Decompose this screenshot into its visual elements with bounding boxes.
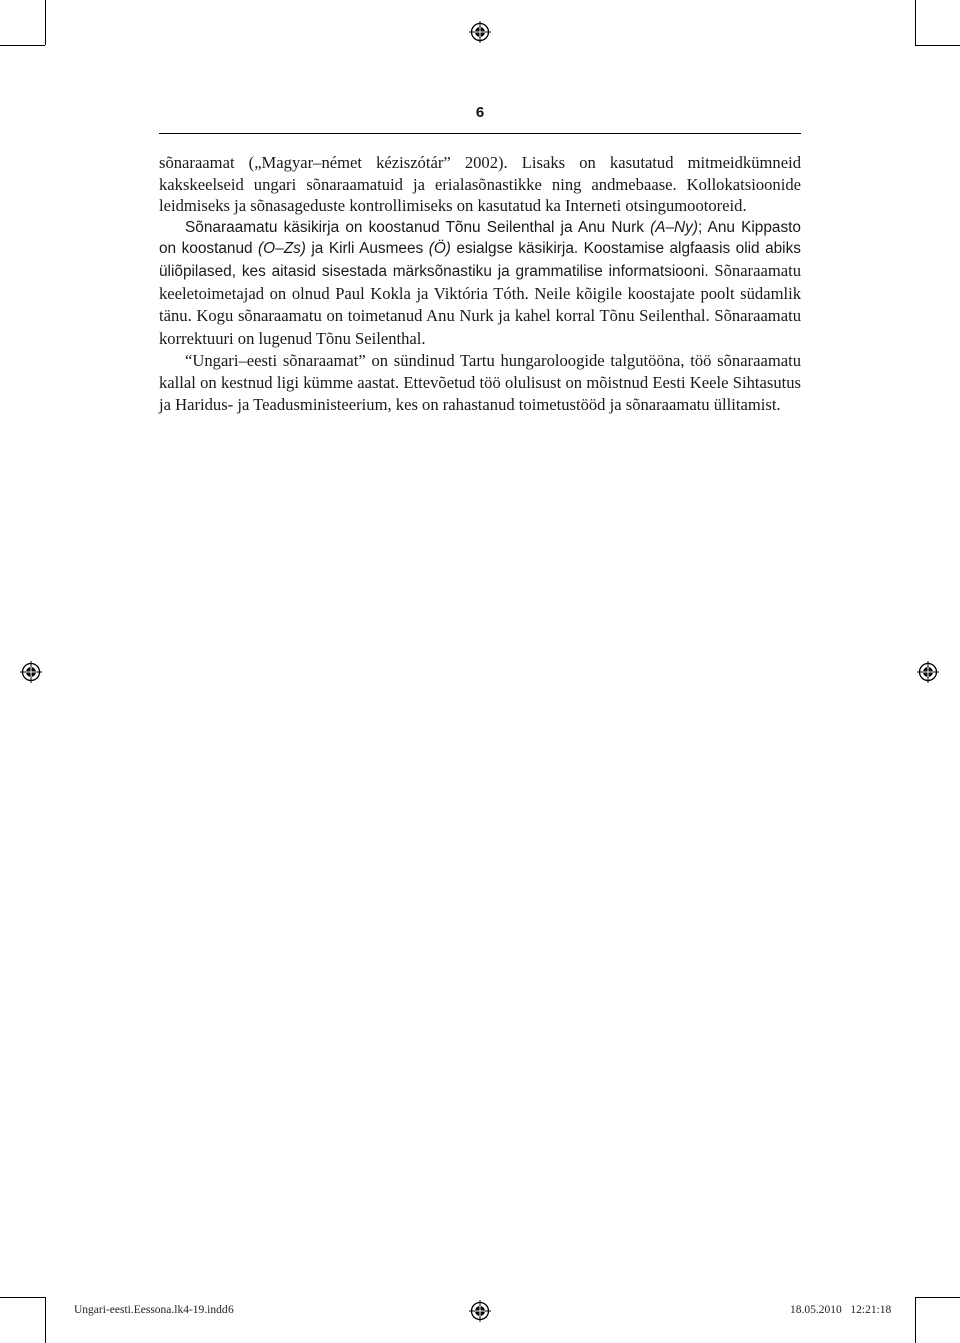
- registration-mark-icon: [469, 1300, 491, 1322]
- registration-mark-icon: [469, 21, 491, 43]
- footer-timestamp: 18.05.2010 12:21:18: [790, 1304, 892, 1316]
- text-run: sõnaraamat (: [159, 153, 255, 172]
- text-run: ja Kirli Ausmees: [305, 240, 429, 258]
- crop-mark: [915, 0, 916, 45]
- crop-mark: [915, 1297, 960, 1298]
- text-run: Sõnaraamatu käsikirja on koostanud Tõnu Seilenthal ja Anu Nurk: [185, 218, 651, 236]
- crop-mark: [45, 0, 46, 45]
- text-run: 2002). Lisaks on kasutatud mitmeidkümneid kakskeelseid ungari sõnaraamatuid ja erialasõnastikke ning andmebaase. Kollokatsioonide leidmiseks ja sõnasageduste kontrollimiseks on kasutatud ka Interneti otsingumootoreid.: [159, 153, 801, 216]
- letter-range: (O–Zs): [258, 240, 306, 258]
- letter-range: (A–Ny): [650, 218, 698, 236]
- registration-mark-icon: [20, 661, 42, 683]
- paragraph-2: [159, 217, 801, 351]
- header-rule: [159, 133, 801, 134]
- crop-mark: [0, 45, 45, 46]
- paragraph-3: “Ungari–eesti sõnaraamat” on sündinud Tartu hungaroloogide talgutööna, töö sõnaraamatu kallal on kestnud ligi kümme aastat. Ettevõetud töö olulisust on mõistnud Eesti Keele Sihtasutus ja Haridus- ja Teadusministeerium, kes on rahastanud toimetustööd ja sõnaraamatu üllitamist.: [159, 351, 801, 414]
- crop-mark: [0, 1297, 45, 1298]
- text-run: ; Anu Kippasto on koostanud: [159, 218, 801, 258]
- crop-mark: [915, 1297, 916, 1343]
- crop-mark: [915, 45, 960, 46]
- crop-mark: [45, 1297, 46, 1343]
- registration-mark-icon: [917, 661, 939, 683]
- page-number: 6: [475, 104, 485, 121]
- letter-range: (Ö): [428, 240, 451, 258]
- footer-page-number: 6: [228, 1304, 234, 1316]
- paragraph-1: [159, 152, 801, 217]
- text-run: esialgse käsikirja. Koostamise algfaasis olid abiks üliõpilased, kes aitasid sisestada märksõnastiku ja grammatilise informatsiooni.: [159, 240, 801, 280]
- body-text: [159, 152, 801, 415]
- text-run: Sõnaraamatu keeletoimetajad on olnud Paul Kokla ja Viktória Tóth. Neile kõigile koostajate poolt südamlik tänu. Kogu sõnaraamatu on toimetanud Anu Nurk ja kahel korral Tõnu Seilenthal. Sõnaraamatu korrektuuri on lugenud Tõnu Seilenthal.: [159, 260, 801, 348]
- dictionary-title: „Magyar–német kéziszótár”: [254, 153, 451, 172]
- footer-filename: Ungari-eesti.Eessona.lk4-19.indd: [74, 1304, 228, 1316]
